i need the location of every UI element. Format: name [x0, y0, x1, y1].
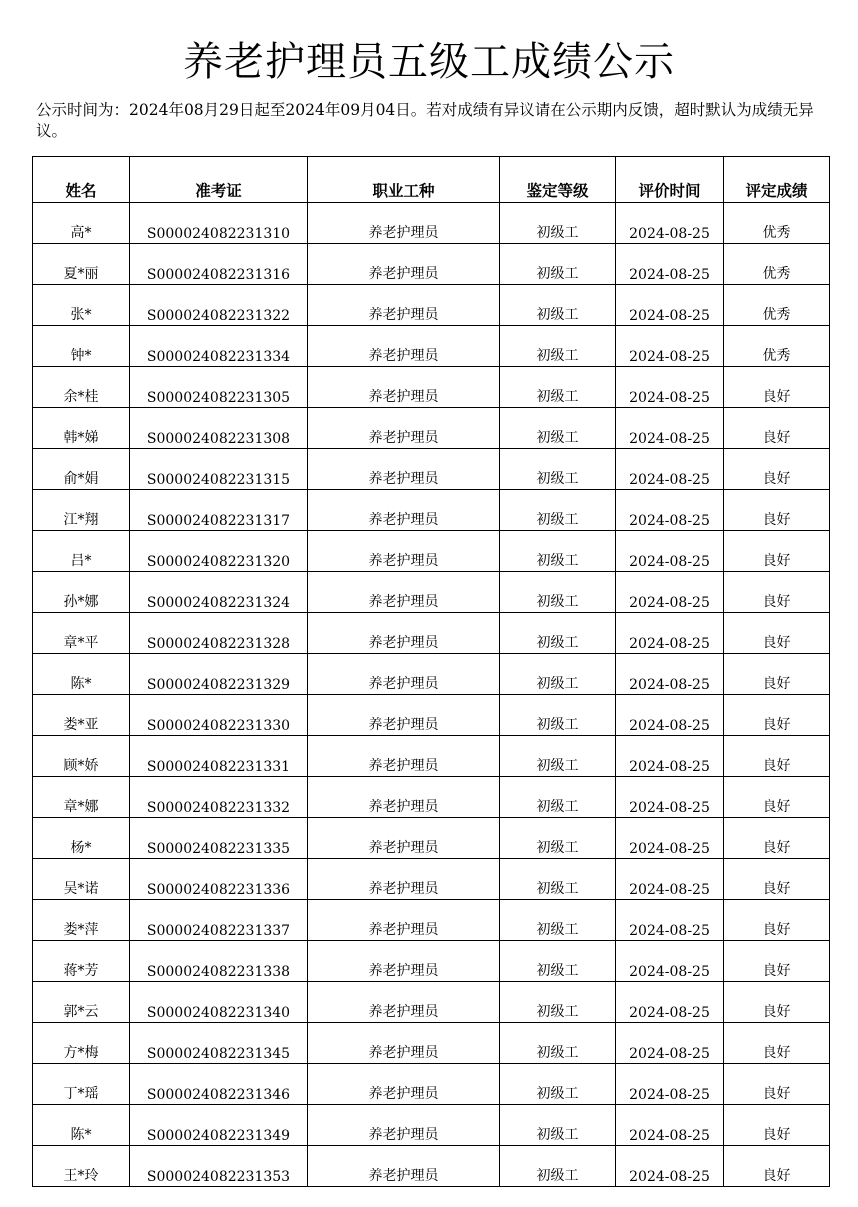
table-row: [33, 572, 830, 613]
cell-occupation: 养老护理员: [308, 900, 500, 941]
cell-level: 初级工: [500, 449, 616, 490]
cell-grade: 良好: [724, 818, 830, 859]
cell-grade: 良好: [724, 1105, 830, 1146]
table-row: [33, 777, 830, 818]
cell-grade: 良好: [724, 449, 830, 490]
cell-grade: 良好: [724, 859, 830, 900]
cell-eval-date: 2024-08-25: [616, 982, 724, 1023]
table-row: [33, 695, 830, 736]
table-row: [33, 1064, 830, 1105]
cell-occupation: 养老护理员: [308, 613, 500, 654]
cell-name: 顾*娇: [33, 736, 130, 777]
cell-occupation: 养老护理员: [308, 1064, 500, 1105]
cell-grade: 优秀: [724, 326, 830, 367]
cell-ticket-number: S000024082231328: [130, 613, 308, 654]
table-row: [33, 203, 830, 244]
cell-occupation: 养老护理员: [308, 244, 500, 285]
cell-name: 王*玲: [33, 1146, 130, 1187]
cell-name: 吴*诺: [33, 859, 130, 900]
cell-grade: 良好: [724, 982, 830, 1023]
cell-name: 陈*: [33, 1105, 130, 1146]
cell-level: 初级工: [500, 285, 616, 326]
cell-ticket-number: S000024082231346: [130, 1064, 308, 1105]
cell-ticket-number: S000024082231329: [130, 654, 308, 695]
cell-eval-date: 2024-08-25: [616, 285, 724, 326]
cell-grade: 良好: [724, 613, 830, 654]
table-row: [33, 449, 830, 490]
cell-level: 初级工: [500, 244, 616, 285]
cell-name: 陈*: [33, 654, 130, 695]
cell-name: 娄*萍: [33, 900, 130, 941]
table-row: [33, 900, 830, 941]
cell-occupation: 养老护理员: [308, 654, 500, 695]
cell-eval-date: 2024-08-25: [616, 408, 724, 449]
table-row: [33, 1023, 830, 1064]
cell-grade: 良好: [724, 695, 830, 736]
cell-grade: 良好: [724, 408, 830, 449]
table-row: [33, 941, 830, 982]
cell-level: 初级工: [500, 900, 616, 941]
cell-occupation: 养老护理员: [308, 1105, 500, 1146]
cell-name: 孙*娜: [33, 572, 130, 613]
table-row: [33, 408, 830, 449]
cell-name: 吕*: [33, 531, 130, 572]
cell-eval-date: 2024-08-25: [616, 203, 724, 244]
cell-ticket-number: S000024082231338: [130, 941, 308, 982]
table-row: [33, 818, 830, 859]
cell-level: 初级工: [500, 859, 616, 900]
cell-eval-date: 2024-08-25: [616, 900, 724, 941]
cell-name: 张*: [33, 285, 130, 326]
cell-grade: 良好: [724, 1064, 830, 1105]
header-grade: 评定成绩: [724, 157, 830, 203]
cell-level: 初级工: [500, 1023, 616, 1064]
cell-occupation: 养老护理员: [308, 285, 500, 326]
cell-level: 初级工: [500, 777, 616, 818]
cell-occupation: 养老护理员: [308, 408, 500, 449]
table-row: [33, 1146, 830, 1187]
cell-ticket-number: S000024082231349: [130, 1105, 308, 1146]
cell-eval-date: 2024-08-25: [616, 1105, 724, 1146]
table-header-row: [33, 157, 830, 203]
cell-name: 丁*瑶: [33, 1064, 130, 1105]
cell-grade: 良好: [724, 367, 830, 408]
cell-name: 高*: [33, 203, 130, 244]
cell-ticket-number: S000024082231331: [130, 736, 308, 777]
cell-eval-date: 2024-08-25: [616, 367, 724, 408]
cell-grade: 优秀: [724, 285, 830, 326]
cell-occupation: 养老护理员: [308, 818, 500, 859]
header-eval-date: 评价时间: [616, 157, 724, 203]
cell-grade: 优秀: [724, 203, 830, 244]
cell-occupation: 养老护理员: [308, 490, 500, 531]
header-ticket-number: 准考证: [130, 157, 308, 203]
cell-ticket-number: S000024082231320: [130, 531, 308, 572]
cell-occupation: 养老护理员: [308, 982, 500, 1023]
cell-ticket-number: S000024082231337: [130, 900, 308, 941]
cell-level: 初级工: [500, 818, 616, 859]
cell-grade: 良好: [724, 900, 830, 941]
cell-level: 初级工: [500, 695, 616, 736]
cell-eval-date: 2024-08-25: [616, 449, 724, 490]
cell-ticket-number: S000024082231305: [130, 367, 308, 408]
table-body: [33, 203, 830, 1187]
cell-name: 方*梅: [33, 1023, 130, 1064]
cell-eval-date: 2024-08-25: [616, 859, 724, 900]
cell-name: 郭*云: [33, 982, 130, 1023]
table-row: [33, 859, 830, 900]
cell-level: 初级工: [500, 736, 616, 777]
cell-ticket-number: S000024082231353: [130, 1146, 308, 1187]
cell-eval-date: 2024-08-25: [616, 244, 724, 285]
cell-grade: 良好: [724, 941, 830, 982]
cell-level: 初级工: [500, 1064, 616, 1105]
notice-text: 公示时间为：2024年08月29日起至2024年09月04日。若对成绩有异议请在公示期内反馈，超时默认为成绩无异议。: [36, 101, 814, 140]
cell-grade: 良好: [724, 654, 830, 695]
cell-name: 蒋*芳: [33, 941, 130, 982]
cell-ticket-number: S000024082231336: [130, 859, 308, 900]
table-row: [33, 285, 830, 326]
cell-name: 夏*丽: [33, 244, 130, 285]
table-row: [33, 613, 830, 654]
cell-name: 余*桂: [33, 367, 130, 408]
cell-occupation: 养老护理员: [308, 367, 500, 408]
cell-occupation: 养老护理员: [308, 736, 500, 777]
cell-grade: 良好: [724, 572, 830, 613]
table-row: [33, 367, 830, 408]
cell-occupation: 养老护理员: [308, 203, 500, 244]
cell-occupation: 养老护理员: [308, 572, 500, 613]
cell-eval-date: 2024-08-25: [616, 490, 724, 531]
cell-occupation: 养老护理员: [308, 449, 500, 490]
cell-grade: 良好: [724, 736, 830, 777]
cell-level: 初级工: [500, 1105, 616, 1146]
cell-occupation: 养老护理员: [308, 859, 500, 900]
cell-eval-date: 2024-08-25: [616, 941, 724, 982]
cell-grade: 良好: [724, 777, 830, 818]
cell-ticket-number: S000024082231308: [130, 408, 308, 449]
cell-occupation: 养老护理员: [308, 1146, 500, 1187]
cell-level: 初级工: [500, 367, 616, 408]
cell-eval-date: 2024-08-25: [616, 736, 724, 777]
cell-eval-date: 2024-08-25: [616, 1064, 724, 1105]
cell-occupation: 养老护理员: [308, 777, 500, 818]
header-level: 鉴定等级: [500, 157, 616, 203]
cell-grade: 良好: [724, 490, 830, 531]
cell-eval-date: 2024-08-25: [616, 572, 724, 613]
cell-level: 初级工: [500, 572, 616, 613]
cell-eval-date: 2024-08-25: [616, 531, 724, 572]
table-row: [33, 982, 830, 1023]
cell-name: 娄*亚: [33, 695, 130, 736]
cell-eval-date: 2024-08-25: [616, 1146, 724, 1187]
cell-eval-date: 2024-08-25: [616, 695, 724, 736]
cell-occupation: 养老护理员: [308, 1023, 500, 1064]
cell-ticket-number: S000024082231317: [130, 490, 308, 531]
cell-name: 钟*: [33, 326, 130, 367]
cell-level: 初级工: [500, 941, 616, 982]
cell-level: 初级工: [500, 408, 616, 449]
results-table: [32, 156, 830, 1187]
table-row: [33, 326, 830, 367]
cell-occupation: 养老护理员: [308, 941, 500, 982]
cell-ticket-number: S000024082231316: [130, 244, 308, 285]
table-row: [33, 244, 830, 285]
cell-name: 韩*娣: [33, 408, 130, 449]
cell-eval-date: 2024-08-25: [616, 777, 724, 818]
cell-ticket-number: S000024082231332: [130, 777, 308, 818]
cell-level: 初级工: [500, 203, 616, 244]
cell-ticket-number: S000024082231330: [130, 695, 308, 736]
cell-name: 章*娜: [33, 777, 130, 818]
cell-name: 章*平: [33, 613, 130, 654]
cell-level: 初级工: [500, 1146, 616, 1187]
header-name: 姓名: [33, 157, 130, 203]
cell-ticket-number: S000024082231345: [130, 1023, 308, 1064]
cell-ticket-number: S000024082231315: [130, 449, 308, 490]
cell-ticket-number: S000024082231324: [130, 572, 308, 613]
cell-eval-date: 2024-08-25: [616, 326, 724, 367]
cell-occupation: 养老护理员: [308, 531, 500, 572]
cell-eval-date: 2024-08-25: [616, 818, 724, 859]
cell-eval-date: 2024-08-25: [616, 654, 724, 695]
table-row: [33, 490, 830, 531]
cell-occupation: 养老护理员: [308, 695, 500, 736]
cell-grade: 良好: [724, 531, 830, 572]
cell-eval-date: 2024-08-25: [616, 1023, 724, 1064]
cell-level: 初级工: [500, 490, 616, 531]
cell-level: 初级工: [500, 982, 616, 1023]
cell-level: 初级工: [500, 654, 616, 695]
cell-grade: 优秀: [724, 244, 830, 285]
cell-grade: 良好: [724, 1146, 830, 1187]
table-row: [33, 736, 830, 777]
cell-ticket-number: S000024082231335: [130, 818, 308, 859]
header-occupation: 职业工种: [308, 157, 500, 203]
cell-level: 初级工: [500, 326, 616, 367]
cell-ticket-number: S000024082231322: [130, 285, 308, 326]
cell-eval-date: 2024-08-25: [616, 613, 724, 654]
cell-name: 江*翔: [33, 490, 130, 531]
cell-ticket-number: S000024082231334: [130, 326, 308, 367]
page-title: 养老护理员五级工成绩公示: [183, 39, 675, 85]
cell-level: 初级工: [500, 613, 616, 654]
cell-ticket-number: S000024082231310: [130, 203, 308, 244]
cell-occupation: 养老护理员: [308, 326, 500, 367]
cell-name: 杨*: [33, 818, 130, 859]
cell-grade: 良好: [724, 1023, 830, 1064]
table-row: [33, 1105, 830, 1146]
table-row: [33, 654, 830, 695]
cell-ticket-number: S000024082231340: [130, 982, 308, 1023]
cell-level: 初级工: [500, 531, 616, 572]
table-row: [33, 531, 830, 572]
cell-name: 俞*娟: [33, 449, 130, 490]
